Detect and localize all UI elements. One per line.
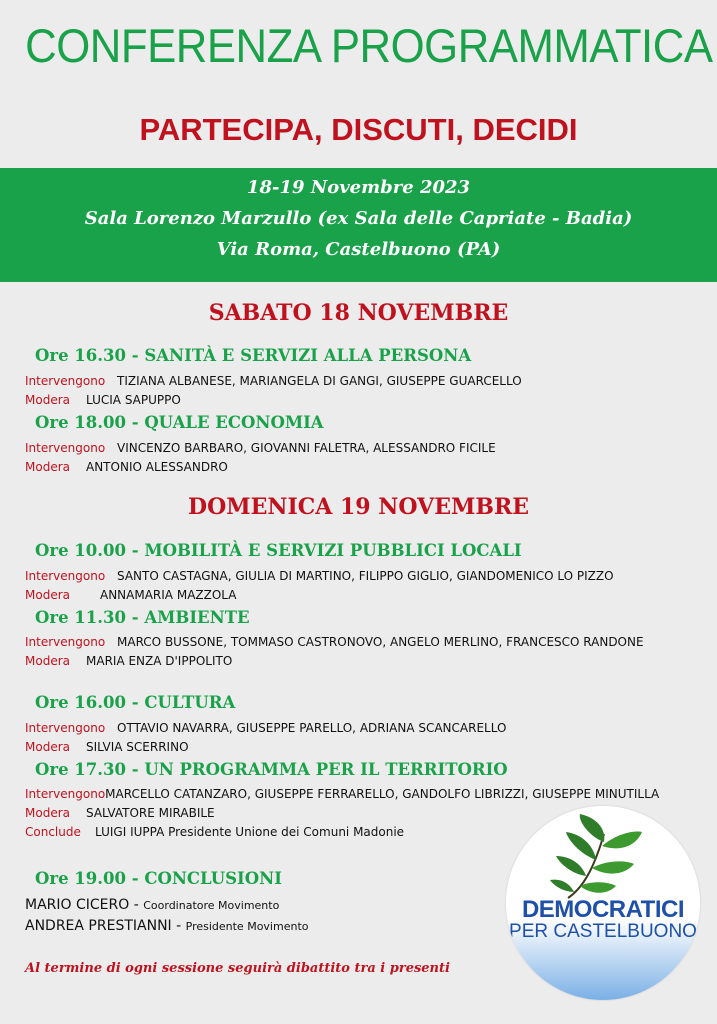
- speakers-names: MARCELLO CATANZARO, GIUSEPPE FERRARELLO, GANDOLFO LIBRIZZI, GIUSEPPE MINUTILLA: [105, 787, 660, 801]
- speakers-label: Intervengono: [25, 787, 106, 801]
- session-title: Ore 16.30 - SANITÀ E SERVIZI ALLA PERSONA: [35, 346, 472, 365]
- speakers-names: OTTAVIO NAVARRA, GIUSEPPE PARELLO, ADRIANA SCANCARELLO: [117, 721, 507, 735]
- footer-note: Al termine di ogni sessione seguirà dibattito tra i presenti: [25, 961, 450, 976]
- moderator-name: ANTONIO ALESSANDRO: [86, 460, 228, 474]
- closing-speaker-name: MARIO CICERO: [25, 897, 130, 913]
- moderator-row: [25, 588, 236, 602]
- speakers-row: [25, 374, 522, 388]
- event-address: Via Roma, Castelbuono (PA): [216, 239, 501, 260]
- speakers-names: MARCO BUSSONE, TOMMASO CASTRONOVO, ANGELO MERLINO, FRANCESCO RANDONE: [117, 635, 644, 649]
- speakers-label: Intervengono: [25, 441, 106, 455]
- speakers-row: [25, 635, 644, 649]
- session-title: Ore 16.00 - CULTURA: [35, 693, 236, 712]
- page-title: CONFERENZA PROGRAMMATICA: [25, 19, 713, 72]
- session-title: Ore 11.30 - AMBIENTE: [35, 608, 250, 627]
- session-title: Ore 10.00 - MOBILITÀ E SERVIZI PUBBLICI LOCALI: [35, 541, 522, 560]
- conclude-row: [25, 825, 404, 839]
- moderator-name: ANNAMARIA MAZZOLA: [100, 588, 237, 602]
- moderator-label: Modera: [25, 654, 70, 668]
- logo-subtitle: PER CASTELBUONO: [509, 921, 697, 942]
- event-info-banner: [0, 168, 717, 282]
- speakers-label: Intervengono: [25, 721, 106, 735]
- speakers-names: SANTO CASTAGNA, GIULIA DI MARTINO, FILIPPO GIGLIO, GIANDOMENICO LO PIZZO: [117, 569, 614, 583]
- day-heading-saturday: SABATO 18 NOVEMBRE: [208, 300, 509, 326]
- closing-speaker: MARIO CICERO - Coordinatore Movimento: [25, 897, 280, 913]
- moderator-row: [25, 806, 215, 820]
- logo-title: DEMOCRATICI: [521, 896, 685, 923]
- moderator-row: [25, 460, 228, 474]
- moderator-label: Modera: [25, 806, 70, 820]
- party-logo: [506, 806, 700, 1000]
- speakers-label: Intervengono: [25, 635, 106, 649]
- closing-speaker-role: Coordinatore Movimento: [143, 899, 280, 912]
- moderator-label: Modera: [25, 740, 70, 754]
- day-heading-sunday: DOMENICA 19 NOVEMBRE: [188, 494, 529, 520]
- speakers-label: Intervengono: [25, 569, 106, 583]
- moderator-name: SALVATORE MIRABILE: [86, 806, 215, 820]
- moderator-label: Modera: [25, 588, 70, 602]
- session-title: Ore 17.30 - UN PROGRAMMA PER IL TERRITORIO: [35, 760, 508, 779]
- speakers-label: Intervengono: [25, 374, 106, 388]
- closing-speaker-name: ANDREA PRESTIANNI: [25, 918, 172, 934]
- moderator-label: Modera: [25, 460, 70, 474]
- event-venue: Sala Lorenzo Marzullo (ex Sala delle Capriate - Badia): [84, 208, 633, 229]
- moderator-row: [25, 740, 189, 754]
- moderator-name: MARIA ENZA D'IPPOLITO: [86, 654, 233, 668]
- moderator-name: LUCIA SAPUPPO: [86, 393, 181, 407]
- moderator-name: SILVIA SCERRINO: [86, 740, 189, 754]
- closing-speaker: ANDREA PRESTIANNI - Presidente Movimento: [25, 918, 309, 934]
- speakers-names: TIZIANA ALBANESE, MARIANGELA DI GANGI, GIUSEPPE GUARCELLO: [117, 374, 522, 388]
- session-title: Ore 19.00 - CONCLUSIONI: [35, 869, 282, 888]
- closing-speaker-role: Presidente Movimento: [185, 920, 309, 933]
- moderator-label: Modera: [25, 393, 70, 407]
- page-subtitle: PARTECIPA, DISCUTI, DECIDI: [139, 112, 578, 147]
- speakers-row: [25, 441, 496, 455]
- speakers-row: [25, 721, 506, 735]
- moderator-row: [25, 393, 181, 407]
- conclude-name: LUIGI IUPPA Presidente Unione dei Comuni Madonie: [95, 825, 405, 839]
- speakers-row: [25, 787, 659, 801]
- event-date: 18-19 Novembre 2023: [246, 177, 471, 198]
- conclude-label: Conclude: [25, 825, 81, 839]
- moderator-row: [25, 654, 232, 668]
- speakers-names: VINCENZO BARBARO, GIOVANNI FALETRA, ALESSANDRO FICILE: [117, 441, 496, 455]
- session-title: Ore 18.00 - QUALE ECONOMIA: [35, 413, 324, 432]
- speakers-row: [25, 569, 614, 583]
